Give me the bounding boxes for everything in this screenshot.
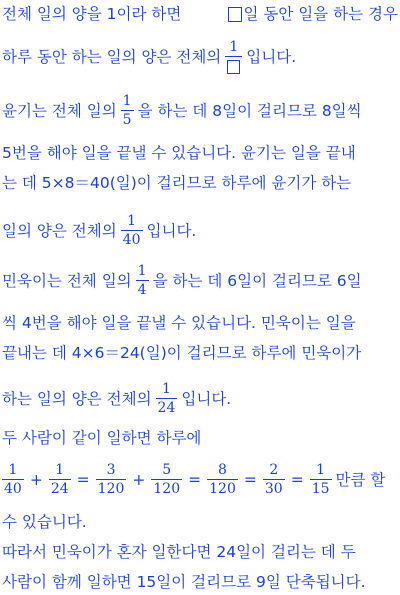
eq-fraction-3: [96, 461, 127, 498]
p1-text-b: 일 동안 일을 하는 경우: [243, 5, 398, 23]
p2-line-2: 5번을 해야 일을 끝낼 수 있습니다. 윤기는 일을 끝내: [2, 144, 356, 162]
equals-sign: =: [188, 470, 202, 489]
fraction-denominator: 15: [311, 481, 330, 497]
plus-sign: +: [29, 470, 43, 489]
eq-fraction-2: [49, 461, 71, 498]
fraction-numerator: 1: [229, 39, 239, 55]
plus-sign: +: [132, 470, 146, 489]
eq-fraction-4: [151, 461, 182, 498]
fraction-numerator: 1: [162, 381, 171, 397]
p4-line-4: 따라서 민욱이가 혼자 일한다면 24일이 걸리는 데 두: [2, 543, 356, 561]
fraction-numerator: 1: [127, 213, 137, 229]
p3-l1-text-a: 민욱이는 전체 일의: [2, 271, 132, 290]
p1-text-a: 전체 일의 양을 1이라 하면: [2, 5, 182, 23]
eq-fraction-5: [207, 461, 238, 498]
p4-line-5: 사람이 함께 일하면 15일이 걸리므로 9일 단축됩니다.: [2, 573, 366, 591]
blank-box: [228, 7, 242, 22]
fraction-denominator: 24: [50, 481, 69, 497]
eq-fraction-6: [263, 461, 285, 498]
eq-tail-text: 만큼 할: [335, 470, 386, 489]
p4-line-1: 두 사람이 같이 일하면 하루에: [2, 429, 202, 447]
p3-l1-text-b: 을 하는 데 6일이 걸리므로 6일: [152, 271, 362, 290]
fraction-numerator: 1: [8, 462, 18, 478]
fraction-numerator: 5: [162, 462, 172, 478]
p3-line-4: [2, 380, 398, 417]
fraction-numerator: 1: [55, 462, 65, 478]
p3-l4-text-a: 하는 일의 양은 전체의: [2, 389, 152, 408]
p2-l1-text-b: 을 하는 데 8일이 걸리므로 8일씩: [137, 101, 362, 120]
blank-box: [227, 60, 240, 74]
p2-line-3: 는 데 5×8＝40(일)이 걸리므로 하루에 윤기가 하는: [2, 174, 352, 192]
equals-sign: =: [76, 470, 90, 489]
fraction-denominator: 24: [157, 400, 176, 416]
eq-fraction-7: [310, 461, 332, 498]
eq-fraction-1: [2, 461, 24, 498]
fraction-numerator: 1: [137, 263, 147, 279]
fraction-numerator: 1: [316, 462, 326, 478]
equals-sign: =: [290, 470, 304, 489]
p2-l1-text-a: 윤기는 전체 일의: [2, 101, 117, 120]
p1-line-1: [2, 2, 398, 26]
fraction-numerator: 3: [106, 462, 116, 478]
fraction-denominator: 120: [97, 481, 125, 497]
fraction-numerator: 8: [218, 462, 227, 478]
p2-l4-text-b: 입니다.: [146, 221, 197, 240]
p1-l2-text-a: 하루 동안 하는 일의 양은 전체의: [2, 47, 222, 66]
fraction-denominator: 40: [4, 481, 22, 497]
fraction-denominator: 30: [264, 481, 283, 497]
p2-line-1: [2, 92, 398, 129]
fraction-1-over-box: [225, 38, 242, 75]
p3-line-1: [2, 262, 398, 299]
p4-line-3: 수 있습니다.: [2, 513, 87, 531]
fraction-denominator: 5: [122, 112, 132, 128]
fraction-numerator: 2: [269, 462, 279, 478]
p2-l4-text-a: 일의 양은 전체의: [2, 221, 117, 240]
fraction-numerator: 1: [122, 93, 132, 109]
fraction-denominator: 120: [209, 481, 236, 497]
p1-l2-text-b: 입니다.: [246, 47, 297, 66]
p1-line-2: [2, 38, 398, 75]
p3-line-3: 끝내는 데 4×6＝24(일)이 걸리므로 하루에 민욱이가: [2, 344, 362, 362]
p3-line-2: 씩 4번을 해야 일을 끝낼 수 있습니다. 민욱이는 일을: [2, 314, 356, 332]
fraction-denominator: 4: [137, 282, 147, 298]
fraction-denominator: 120: [153, 481, 181, 497]
fraction-1-5: [121, 92, 134, 129]
equals-sign: =: [243, 470, 257, 489]
fraction-denominator: [225, 56, 242, 75]
p2-line-4: [2, 212, 398, 249]
fraction-denominator: 40: [122, 232, 141, 248]
fraction-1-4: [136, 262, 149, 299]
equation-line: [2, 461, 398, 498]
p3-l4-text-b: 입니다.: [181, 389, 232, 408]
fraction-1-24: [156, 380, 178, 417]
fraction-1-40: [121, 212, 143, 249]
